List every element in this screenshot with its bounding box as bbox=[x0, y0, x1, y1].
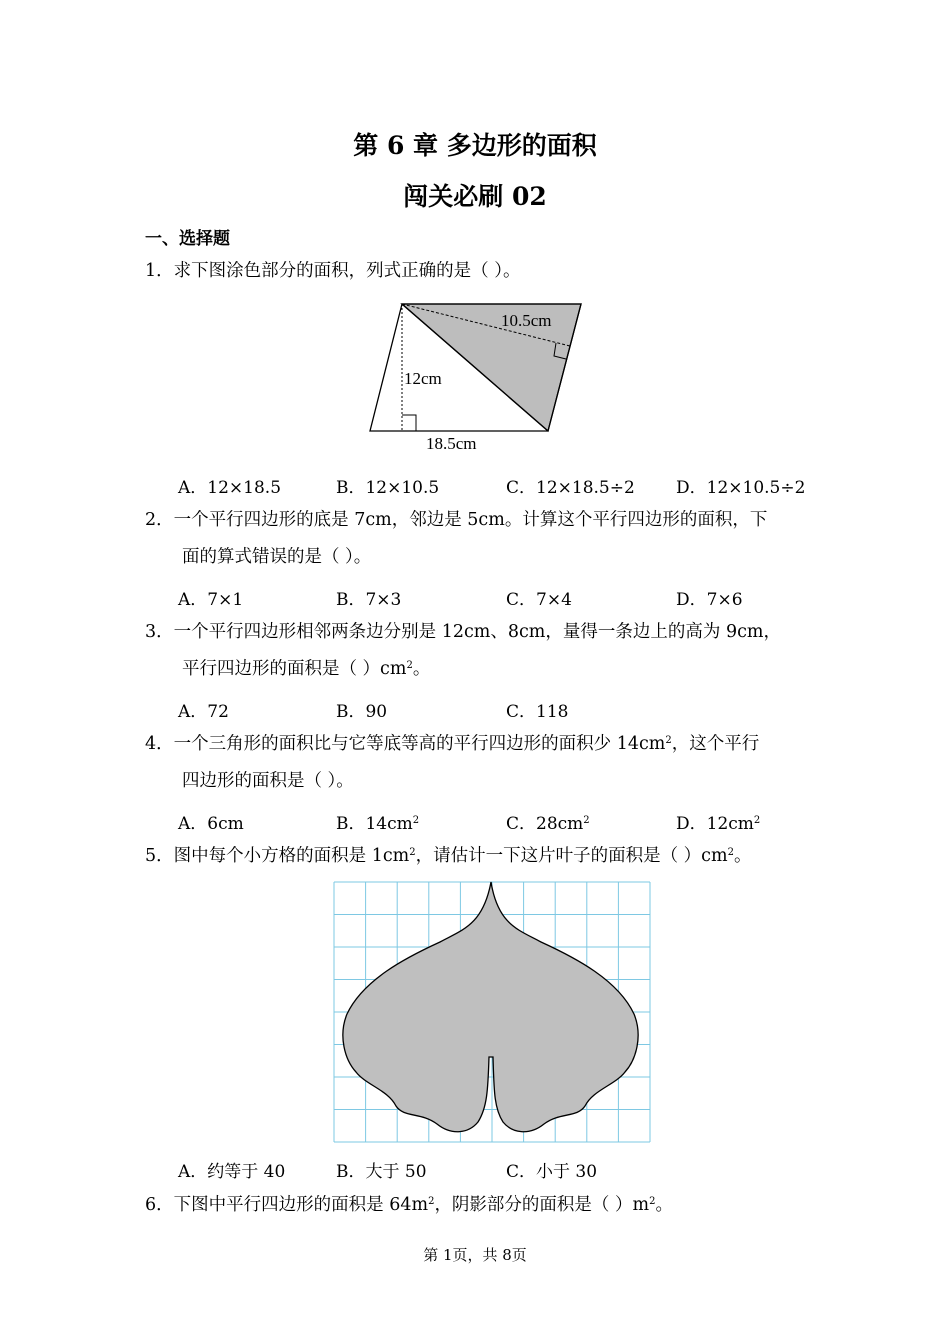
q3-option-a: A．72 bbox=[178, 702, 229, 722]
q1-option-b: B．12×10.5 bbox=[336, 478, 440, 498]
q4-option-b: B．$14cm^2$ bbox=[336, 814, 420, 834]
q3-option-c: C．118 bbox=[506, 702, 569, 722]
page-subtitle: 闯关必刷 02 bbox=[403, 182, 547, 211]
q3-option-b: B．90 bbox=[336, 702, 388, 722]
q5-option-b: B．大于 50 bbox=[336, 1162, 427, 1182]
shaded-triangle bbox=[402, 304, 581, 431]
question-1-stem: 1．求下图涂色部分的面积，列式正确的是（ ）。 bbox=[145, 261, 521, 281]
section-heading: 一、选择题 bbox=[145, 229, 230, 249]
q4-option-a: A．6cm bbox=[178, 814, 244, 834]
q1-option-d: D．12×10.5÷2 bbox=[676, 478, 806, 498]
question-2-stem-line2: 面的算式错误的是（ ）。 bbox=[182, 547, 372, 567]
question-6-stem: 6．下图中平行四边形的面积是 $64m^2$，阴影部分的面积是（ ）$m^2$。 bbox=[145, 1195, 673, 1215]
label-hyp: 10.5cm bbox=[501, 311, 552, 330]
page-title: 第 6 章 多边形的面积 bbox=[353, 131, 597, 160]
leaf-shape bbox=[343, 882, 638, 1132]
q5-option-a: A．约等于 40 bbox=[178, 1162, 286, 1182]
q2-option-a: A．7×1 bbox=[178, 590, 244, 610]
q4-option-d: D．$12cm^2$ bbox=[676, 814, 761, 834]
label-base: 18.5cm bbox=[426, 434, 477, 453]
q2-option-b: B．7×3 bbox=[336, 590, 402, 610]
page-footer: 第 1页，共 8页 bbox=[423, 1246, 527, 1264]
q5-option-c: C．小于 30 bbox=[506, 1162, 598, 1182]
question-4-stem-line1: 4．一个三角形的面积比与它等底等高的平行四边形的面积少 $14cm^2$，这个平行 bbox=[145, 734, 760, 754]
q2-option-d: D．7×6 bbox=[676, 590, 743, 610]
q1-option-a: A．12×18.5 bbox=[178, 478, 282, 498]
leaf-grid-figure bbox=[330, 878, 655, 1146]
question-4-stem-line2: 四边形的面积是（ ）。 bbox=[182, 771, 354, 791]
question-5-stem: 5．图中每个小方格的面积是 $1cm^2$，请估计一下这片叶子的面积是（ ）$cm^2$。 bbox=[145, 846, 752, 866]
q2-option-c: C．7×4 bbox=[506, 590, 572, 610]
question-3-stem-line2: 平行四边形的面积是（ ）$cm^2$。 bbox=[182, 659, 431, 679]
label-height: 12cm bbox=[404, 369, 442, 388]
question-2-stem-line1: 2．一个平行四边形的底是 7cm，邻边是 5cm。计算这个平行四边形的面积，下 bbox=[145, 510, 768, 530]
parallelogram-figure bbox=[360, 296, 590, 456]
question-3-stem-line1: 3．一个平行四边形相邻两条边分别是 12cm、8cm，量得一条边上的高为 9cm， bbox=[145, 622, 781, 642]
q4-option-c: C．$28cm^2$ bbox=[506, 814, 590, 834]
q1-option-c: C．12×18.5÷2 bbox=[506, 478, 635, 498]
